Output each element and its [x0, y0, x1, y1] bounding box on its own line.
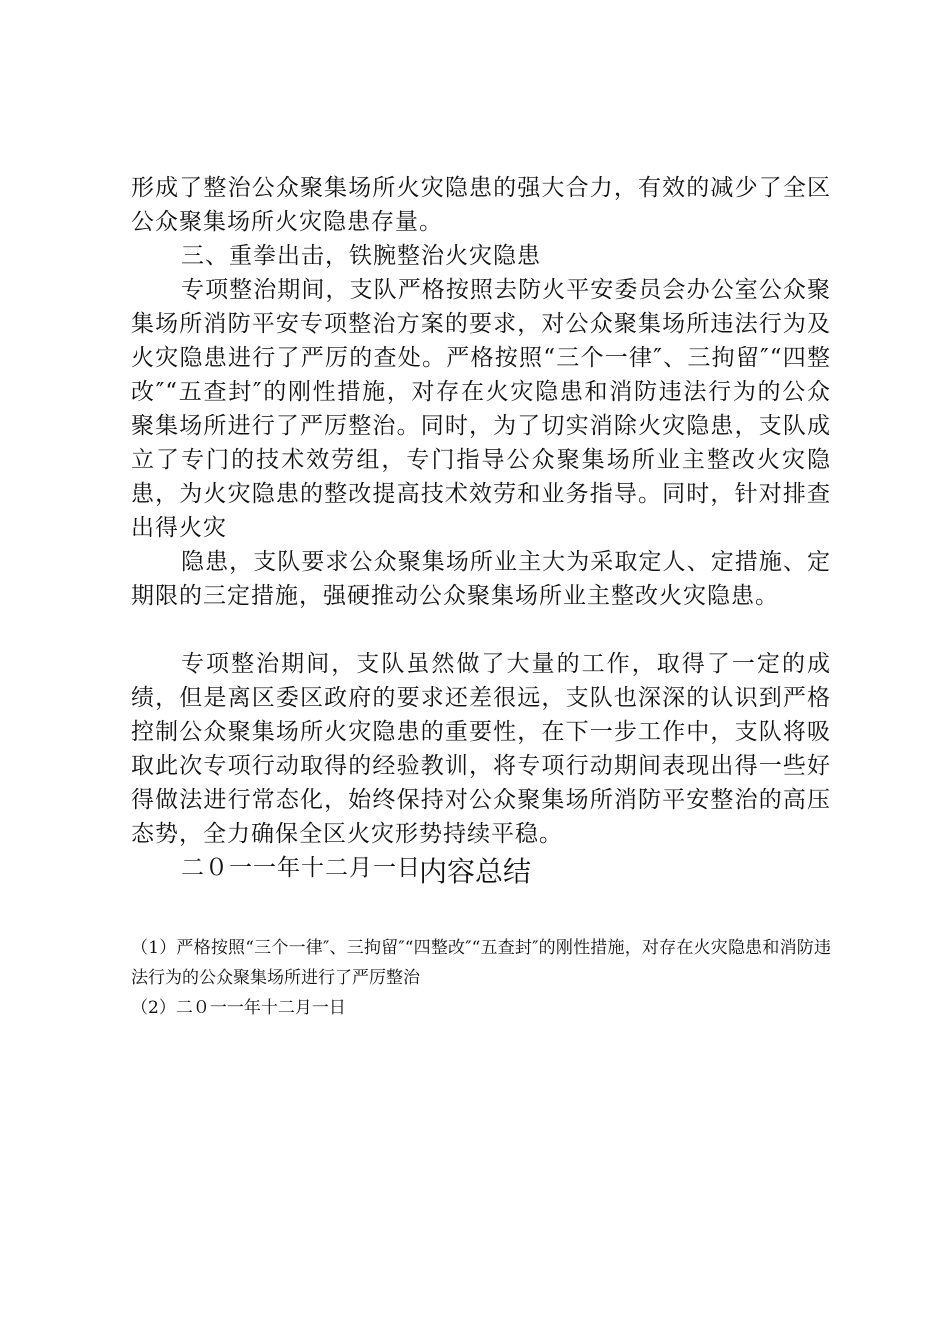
summary-list [131, 933, 831, 1023]
paragraph-conclusion: 专项整治期间，支队虽然做了大量的工作，取得了一定的成绩，但是离区委区政府的要求还差很远，支队也深深的认识到严格控制公众聚集场所火灾隐患的重要性，在下一步工作中，支队将吸取此次专项行动取得的经验教训，将专项行动期间表现出得一些好得做法进行常态化，始终保持对公众聚集场所消防平安整治的高压态势，全力确保全区火灾形势持续平稳。 [131, 651, 831, 847]
paragraph-rectification: 专项整治期间，支队严格按照去防火平安委员会办公室公众聚集场所消防平安专项整治方案的要求，对公众聚集场所违法行为及火灾隐患进行了严厉的查处。严格按照“三个一律″、三拘留″“四整改″“五查封″的刚性措施，对存在火灾隐患和消防违法行为的公众聚集场所进行了严厉整治。同时，为了切实消除火灾隐患，支队成立了专门的技术效劳组，专门指导公众聚集场所业主整改火灾隐患，为火灾隐患的整改提高技术效劳和业务指导。同时，针对排查出得火灾 [131, 277, 831, 541]
section-heading: 三、重拳出击，铁腕整治火灾隐患 [181, 243, 541, 269]
paragraph-hazards: 隐患，支队要求公众聚集场所业主大为采取定人、定措施、定期限的三定措施，强硬推动公众聚集场所业主整改火灾隐患。 [131, 549, 831, 609]
summary-item-1: （1）严格按照“三个一律″、三拘留″“四整改″“五查封″的刚性措施，对存在火灾隐患和消防违法行为的公众聚集场所进行了严厉整治 [131, 938, 831, 988]
document-date: 二０一一年十二月一日 [181, 855, 421, 881]
paragraph-continuation: 形成了整治公众聚集场所火灾隐患的强大合力，有效的减少了全区公众聚集场所火灾隐患存量。 [131, 175, 831, 235]
summary-title: 内容总结 [418, 855, 531, 888]
document-body [131, 171, 831, 885]
summary-item-2: （2）二０一一年十二月一日 [131, 998, 346, 1018]
paragraph-spacer [131, 613, 831, 647]
